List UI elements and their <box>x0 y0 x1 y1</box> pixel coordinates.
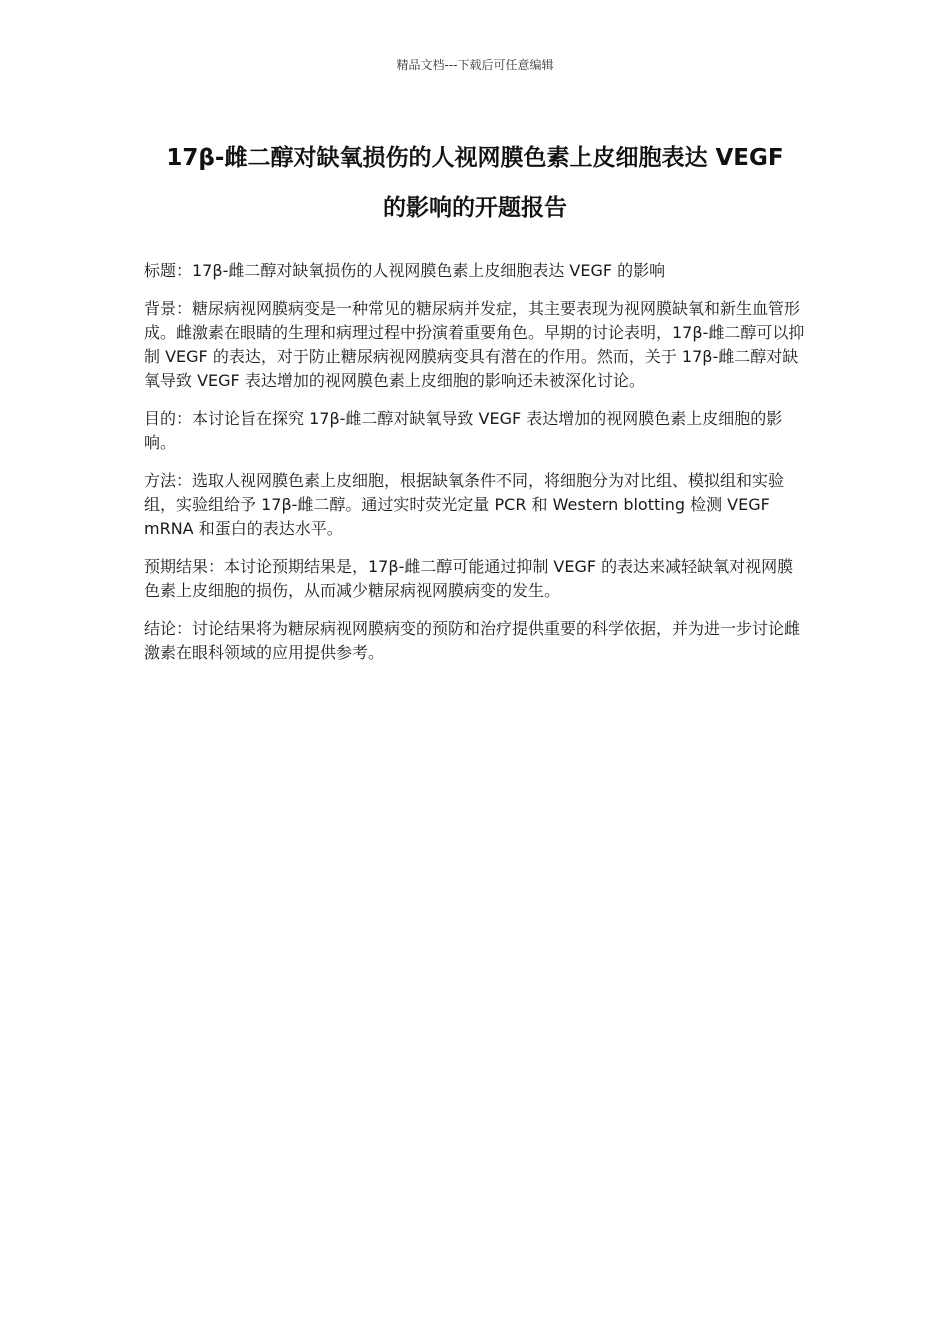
document-body <box>144 259 808 679</box>
title-line-2: 的影响的开题报告 <box>383 195 567 221</box>
title-line-1: 17β-雌二醇对缺氧损伤的人视网膜色素上皮细胞表达 VEGF <box>166 145 784 171</box>
document-title <box>140 133 810 233</box>
paragraph-objective: 目的：本讨论旨在探究 17β-雌二醇对缺氧导致 VEGF 表达增加的视网膜色素上皮细胞的影响。 <box>144 409 783 452</box>
paragraph-title: 标题：17β-雌二醇对缺氧损伤的人视网膜色素上皮细胞表达 VEGF 的影响 <box>144 261 666 280</box>
page-header: 精品文档---下载后可任意编辑 <box>396 58 554 72</box>
paragraph-expected-results: 预期结果：本讨论预期结果是，17β-雌二醇可能通过抑制 VEGF 的表达来减轻缺氧对视网膜色素上皮细胞的损伤，从而减少糖尿病视网膜病变的发生。 <box>144 557 794 600</box>
paragraph-conclusion: 结论：讨论结果将为糖尿病视网膜病变的预防和治疗提供重要的科学依据，并为进一步讨论雌激素在眼科领域的应用提供参考。 <box>144 619 801 662</box>
paragraph-methods: 方法：选取人视网膜色素上皮细胞，根据缺氧条件不同，将细胞分为对比组、模拟组和实验组，实验组给予 17β-雌二醇。通过实时荧光定量 PCR 和 Western blotting 检测 VEGF mRNA 和蛋白的表达水平。 <box>144 471 785 538</box>
paragraph-background: 背景：糖尿病视网膜病变是一种常见的糖尿病并发症，其主要表现为视网膜缺氧和新生血管形成。雌激素在眼睛的生理和病理过程中扮演着重要角色。早期的讨论表明，17β-雌二醇可以抑制 VEGF 的表达，对于防止糖尿病视网膜病变具有潜在的作用。然而，关于 17β-雌二醇对缺氧导致 VEGF 表达增加的视网膜色素上皮细胞的影响还未被深化讨论。 <box>144 299 805 390</box>
